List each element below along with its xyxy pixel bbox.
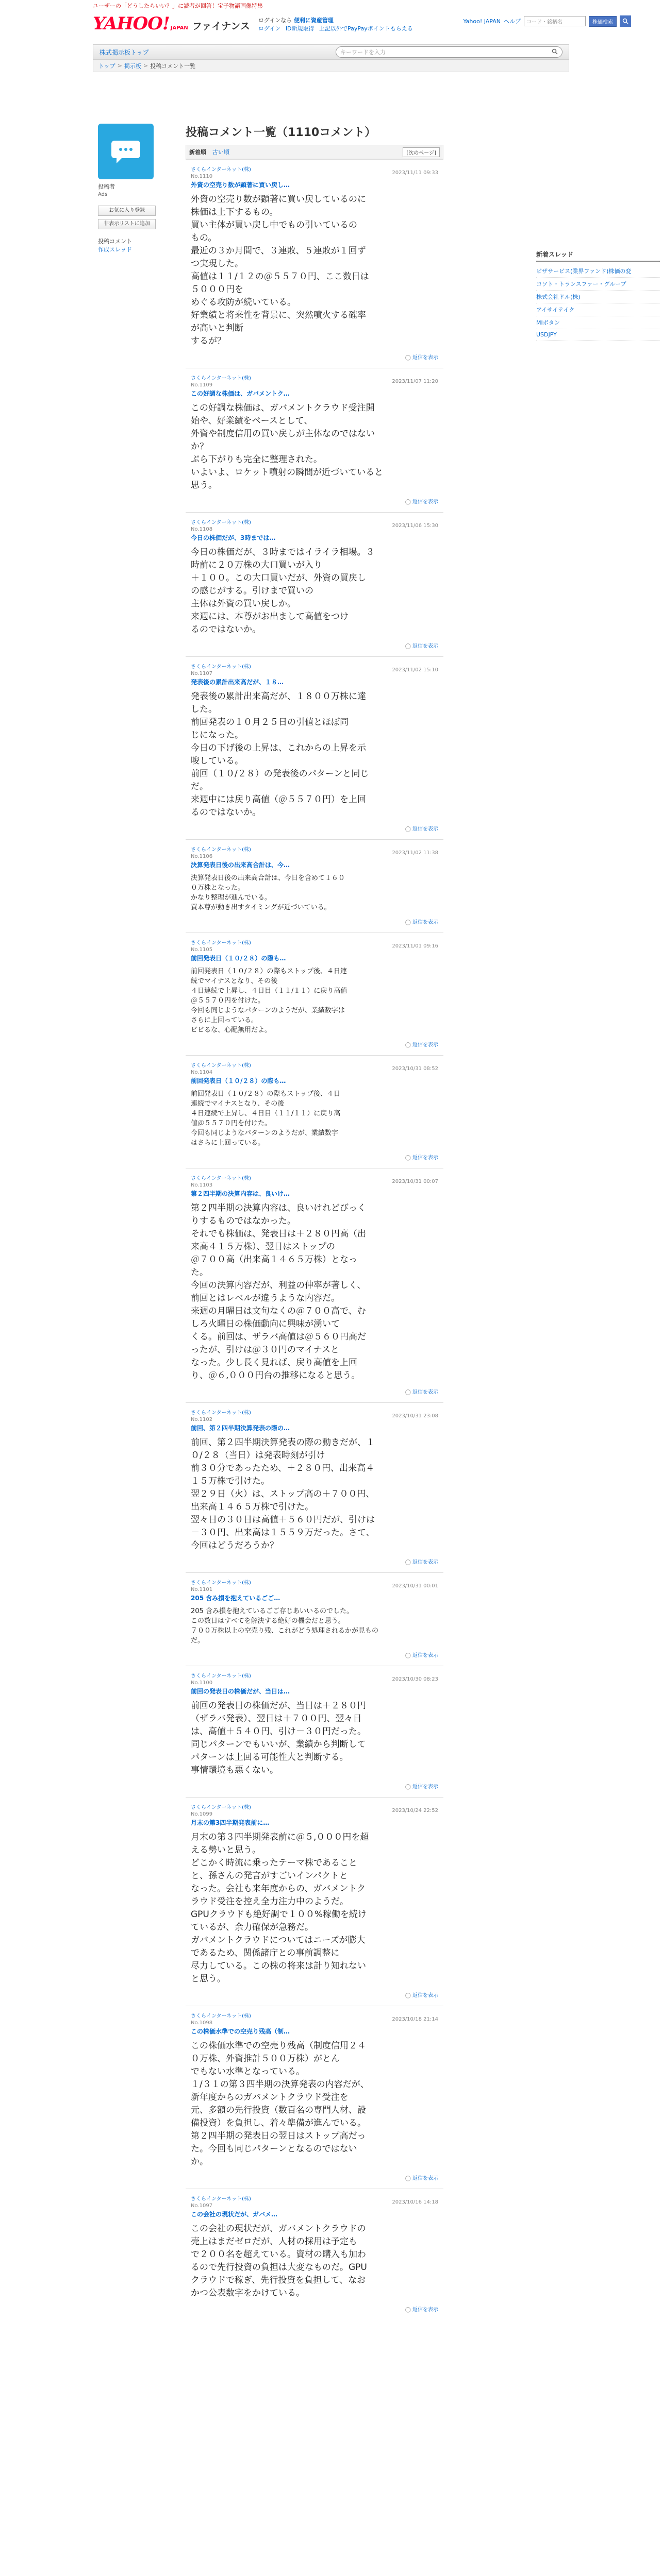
post-author[interactable]: さくらインターネット(株)	[191, 1410, 251, 1416]
post-body: 決算発表日後の出来高合計は、今日を含めて１６０ ０万株となった。 かなり整理が進んでいる。 買本尊が動き出すタイミングが近づいている。	[191, 874, 345, 911]
post-author[interactable]: さくらインターネット(株)	[191, 664, 251, 670]
register-link[interactable]: ID新規取得	[285, 25, 315, 32]
show-replies-link[interactable]: 返信を表示	[412, 1993, 438, 1998]
tab-newest[interactable]: 新着順	[189, 149, 206, 156]
post-title[interactable]: この株価水準での空売り残高（制…	[191, 2028, 290, 2035]
post-number: No.1107	[191, 671, 213, 676]
comment-post	[186, 2189, 443, 2320]
stock-search-input[interactable]: コード・銘柄名	[524, 16, 586, 26]
yahoo-finance-logo[interactable]	[93, 13, 250, 34]
post-title[interactable]: 外資の空売り数が顕著に買い戻し…	[191, 181, 290, 189]
post-author[interactable]: さくらインターネット(株)	[191, 1673, 251, 1679]
post-body: この好調な株価は、ガバメントクラウド受注開 始や、好業績をベースとして、 外資や制度信用の買い戻しが主体なのではない か？ ぶら下がりも完全に整理された。 いよいよ、ロケット噴射の瞬間が近づいていると 思う。	[191, 403, 384, 490]
block-button[interactable]: 非表示リストに追加	[98, 219, 156, 229]
post-title[interactable]: 第２四半期の決算内容は、良いけ…	[191, 1190, 290, 1197]
post-footer	[191, 1991, 438, 2002]
show-replies-link[interactable]: 返信を表示	[412, 643, 438, 649]
show-replies-link[interactable]: 返信を表示	[412, 1042, 438, 1048]
post-number: No.1098	[191, 2020, 213, 2026]
post-title[interactable]: 前回発表日（１０/２８）の際も…	[191, 955, 286, 962]
comment-post	[186, 1666, 443, 1797]
new-threads-panel	[536, 250, 660, 341]
follow-button[interactable]: お気に入り登録	[98, 206, 156, 216]
user-sub: Ads	[98, 192, 108, 197]
post-footer	[191, 1557, 438, 1568]
top-notice[interactable]	[0, 0, 662, 11]
post-title[interactable]: 前回発表日（１０/２８）の際も…	[191, 1077, 286, 1084]
info-comments-label: 投稿コメント	[98, 238, 132, 245]
post-body: この株価水準での空売り残高（制度信用２４ ０万株、外資推計５００万株）がとん でもない水準となっている。 １/３１の第３四半期の決算発表の内容だが、 新年度からのガバメントクラウド受注を 元、多額の先行投資（数百名の専門人材、設 備投資）を負担し、着々準備が進んでいる。 第２四半期の発表日の翌日はストップ高だっ た。今回も同じパターンとなるのではない か。	[191, 2041, 369, 2167]
show-replies-link[interactable]: 返信を表示	[412, 1389, 438, 1395]
post-number: No.1104	[191, 1070, 213, 1075]
user-sidebar	[93, 124, 160, 254]
show-replies-link[interactable]: 返信を表示	[412, 826, 438, 832]
post-title[interactable]: この好調な株価は、ガバメントク…	[191, 390, 290, 397]
reply-icon: ◯	[405, 643, 411, 649]
post-body: この会社の現状だが、ガバメントクラウドの 売上はまだゼロだが、人材の採用は予定も で２００名を超えている。資材の購入も加わ るので先行投資の負担は大変なものだ。GPU クラウドで稼ぎ、先行投資を負担して、なお かつ公表数字をかけている。	[191, 2224, 367, 2298]
show-replies-link[interactable]: 返信を表示	[412, 920, 438, 925]
post-title[interactable]: 前回、第２四半期決算発表の際の…	[191, 1425, 290, 1432]
page-title: 投稿コメント一覧（1110コメント）	[186, 126, 376, 139]
logo-yahoo: YAHOO!	[93, 13, 170, 34]
search-icon[interactable]	[620, 15, 631, 27]
header-tools	[463, 15, 631, 27]
board-search-placeholder: キーワードを入力	[340, 49, 386, 56]
post-title[interactable]: 発表後の累計出来高だが、１８…	[191, 679, 284, 686]
post-footer	[191, 2305, 438, 2316]
reply-icon: ◯	[405, 1653, 411, 1658]
reply-icon: ◯	[405, 1560, 411, 1565]
post-date: 2023/10/31 08:52	[392, 1066, 438, 1072]
breadcrumb-current: 投稿コメント一覧	[150, 62, 196, 70]
reply-icon: ◯	[405, 1993, 411, 1998]
show-replies-link[interactable]: 返信を表示	[412, 1560, 438, 1565]
paypay-link[interactable]: 上記以外でPayPayポイントもらえる	[319, 25, 413, 32]
post-author[interactable]: さくらインターネット(株)	[191, 1176, 251, 1181]
post-number: No.1103	[191, 1182, 213, 1188]
show-replies-link[interactable]: 返信を表示	[412, 1784, 438, 1790]
post-number: No.1109	[191, 382, 213, 388]
thread-link[interactable]: USDJPY	[536, 329, 660, 341]
post-number: No.1097	[191, 2203, 213, 2209]
show-replies-link[interactable]: 返信を表示	[412, 1653, 438, 1658]
show-replies-link[interactable]: 返信を表示	[412, 355, 438, 361]
post-date: 2023/10/24 22:52	[392, 1808, 438, 1814]
post-footer	[191, 824, 438, 835]
post-title[interactable]: 月末の第3四半期発表前に…	[191, 1819, 270, 1826]
yahoo-japan-link[interactable]: Yahoo! JAPAN	[463, 18, 501, 25]
show-replies-link[interactable]: 返信を表示	[412, 499, 438, 505]
avatar	[98, 124, 154, 179]
post-author[interactable]: さくらインターネット(株)	[191, 940, 251, 946]
reply-icon: ◯	[405, 1155, 411, 1161]
comment-post	[186, 1055, 443, 1168]
promo-highlight: 便利に資産管理	[293, 17, 334, 24]
post-author[interactable]: さくらインターネット(株)	[191, 2013, 251, 2019]
board-search-input[interactable]	[336, 46, 562, 58]
site-header	[0, 11, 662, 44]
comment-post	[186, 512, 443, 656]
post-date: 2023/11/11 09:33	[392, 170, 438, 176]
comment-post	[186, 1797, 443, 2006]
user-name: 投稿者	[98, 183, 115, 190]
post-author[interactable]: さくらインターネット(株)	[191, 376, 251, 381]
post-date: 2023/11/07 11:20	[392, 379, 438, 384]
post-title[interactable]: 決算発表日後の出来高合計は、今…	[191, 861, 290, 869]
stock-search-button[interactable]: 株価検索	[589, 16, 617, 27]
show-replies-link[interactable]: 返信を表示	[412, 2176, 438, 2181]
top-notice-text[interactable]: ユーザーの「どうしたらいい？」に読者が回答！宝子物語画像特集	[93, 3, 263, 9]
post-footer	[191, 1040, 438, 1051]
post-author[interactable]: さくらインターネット(株)	[191, 167, 251, 173]
reply-icon: ◯	[405, 2307, 411, 2313]
login-link[interactable]: ログイン	[258, 25, 281, 32]
reply-icon: ◯	[405, 1784, 411, 1790]
reply-icon: ◯	[405, 826, 411, 832]
chat-bubble-icon	[110, 139, 141, 164]
post-number: No.1099	[191, 1811, 213, 1817]
reply-icon: ◯	[405, 1042, 411, 1048]
post-number: No.1106	[191, 854, 213, 859]
reply-icon: ◯	[405, 920, 411, 925]
post-body: 前回発表日（１０/２８）の際もストップ後、４日 連続でマイナスとなり、その後 ４日連続で上昇し、４日目（１１/１１）に戻り高 値＠５５７０円を付けた。 今回も同じようなパターンのようだが、業績数字 はさらに上回っている。	[191, 1090, 341, 1147]
search-icon[interactable]	[552, 48, 558, 56]
show-replies-link[interactable]: 返信を表示	[412, 1155, 438, 1161]
post-date: 2023/11/01 09:16	[392, 943, 438, 949]
comment-post	[186, 159, 443, 368]
post-footer	[191, 497, 438, 508]
post-author[interactable]: さくらインターネット(株)	[191, 1805, 251, 1810]
post-author[interactable]: さくらインターネット(株)	[191, 1580, 251, 1586]
post-footer	[191, 1153, 438, 1164]
post-date: 2023/10/30 08:23	[392, 1676, 438, 1682]
comment-post	[186, 1168, 443, 1402]
post-body: 今日の株価だが、３時まではイライラ相場。３ 時前に２０万株の大口買いが入り ＋１００。この大口買いだが、外資の買戻し の感じがする。引けまで買いの 主体は外資の買い戻しか。 来週には、本尊がお出まして高値をつけ るのではないか。	[191, 547, 375, 635]
post-number: No.1105	[191, 947, 213, 953]
post-author[interactable]: さくらインターネット(株)	[191, 2196, 251, 2202]
breadcrumb-board[interactable]: 掲示板	[124, 62, 141, 70]
help-link[interactable]: ヘルプ	[504, 18, 521, 25]
post-date: 2023/10/18 21:14	[392, 2016, 438, 2022]
post-title[interactable]: 205 含み損を抱えているごご…	[191, 1595, 280, 1602]
promo-text: ログインなら	[258, 17, 294, 24]
logo-japan: JAPAN	[170, 25, 188, 31]
thread-link[interactable]: 株式会社ドル(株)	[536, 291, 660, 303]
post-date: 2023/11/06 15:30	[392, 523, 438, 529]
reply-icon: ◯	[405, 1389, 411, 1395]
posts-container	[186, 159, 443, 2320]
post-body: 前回、第２四半期決算発表の際の動きだが、１ ０/２８（当日）は発表時刻が引け 前３０分であったため、＋２８０円、出来高４ １５万株で引けた。 翌２９日（火）は、ストップ高の＋７００円、 出来高１４６５万株で引けた。 翌々日の３０日は高値＋５６０円だが、引けは －３０円、出来高は１５５９万だった。さて、 今回はどうだろうか？	[191, 1437, 375, 1551]
comment-post	[186, 933, 443, 1055]
login-promo	[258, 13, 416, 33]
post-body: 外資の空売り数が顕著に買い戻しているのに 株価は上下するもの。 買い主体が買い戻し中でもの引いているの もの。 最近の３か月間で、３連敗、５連敗が１回ず つ実現した。 高値は１１/１２の＠５５７０円、ここ数日は ５０００円を めぐる攻防が続いている。 好業績と将来性を背景に、突然噴火する確率 が高いと判断 するが？	[191, 194, 369, 346]
next-page-label: 次のページ	[408, 150, 435, 156]
post-title[interactable]: 前回の発表日の株価だが、当日は…	[191, 1688, 290, 1695]
comment-post	[186, 656, 443, 839]
post-date: 2023/10/31 00:07	[392, 1179, 438, 1184]
post-footer	[191, 1782, 438, 1793]
board-home-link[interactable]: 株式掲示板トップ	[100, 48, 149, 56]
post-footer	[191, 353, 438, 364]
post-body: 前回の発表日の株価だが、当日は＋２８０円 （ザラバ発表）、翌日は＋７００円、翌々日 は、高値＋５４０円、引け－３０円だった。 同じパターンでもいいが、業績から判断して パターンは上回る可能性大と判断する。 事情環境も悪くない。	[191, 1701, 366, 1775]
post-date: 2023/10/31 23:08	[392, 1413, 438, 1419]
post-date: 2023/11/02 11:38	[392, 850, 438, 856]
user-info	[98, 238, 155, 254]
next-page-button[interactable]: [次のページ]	[403, 147, 440, 157]
post-footer	[191, 641, 438, 652]
post-body: 前回発表日（１０/２８）の際もストップ後、４日連 続でマイナスとなり、その後 ４日連続で上昇し、４日目（１１/１１）に戻り高値 ＠５５７０円を付けた。 今回も同じようなパターンのようだが、業績数字は さらに上回っている。 ビビるな、心配無用だよ。	[191, 968, 347, 1034]
post-footer	[191, 1651, 438, 1662]
post-number: No.1102	[191, 1417, 213, 1422]
post-author[interactable]: さくらインターネット(株)	[191, 1063, 251, 1069]
board-navbar	[93, 44, 569, 60]
post-title[interactable]: 今日の株価だが、3時までは…	[191, 534, 276, 541]
reply-icon: ◯	[405, 499, 411, 505]
breadcrumb: トップ > 掲示板 > 投稿コメント一覧	[93, 60, 569, 72]
post-body: 205 含み損を抱えているごご存じあいいるのでした。 この数日はすべてを解決する絶好の機会だと思う。 ７００万株以上の空売り残、これがどう処理されるかが見もの だ。	[191, 1607, 379, 1645]
promo-row2	[258, 25, 416, 33]
show-replies-link[interactable]: 返信を表示	[412, 2307, 438, 2313]
post-title[interactable]: この会社の現状だが、ガバメ…	[191, 2211, 278, 2218]
promo-row1	[258, 16, 416, 25]
post-author[interactable]: さくらインターネット(株)	[191, 847, 251, 853]
thread-link[interactable]: コソト・トランスファー・グループ	[536, 278, 660, 291]
post-number: No.1101	[191, 1587, 213, 1592]
post-date: 2023/10/16 14:18	[392, 2199, 438, 2205]
created-threads-link[interactable]: 作成スレッド	[98, 246, 132, 253]
reply-icon: ◯	[405, 355, 411, 361]
post-body: 発表後の累計出来高だが、１８００万株に達 した。 前回発表の１０月２５日の引値とほぼ同 じになった。 今日の下げ後の上昇は、これからの上昇を示 唆している。 前回（１０/２８）の発表後のパターンと同じ だ。 来週中には戻り高値（＠５５７０円）を上回 るのではないか。	[191, 691, 369, 818]
comment-post	[186, 2006, 443, 2189]
post-body: 月末の第３四半期発表前に＠５,０００円を超 える勢いと思う。 どこかく時流に乗ったテーマ株であること と、孫さんの発言がすごいインパクトと なった。会社も来年度からの、ガバメントク ラウド受注を控え全力注力中のようだ。 GPUクラウドも絶好調で１００%稼働を続け ているが、余力確保が急務だ。 ガバメントクラウドについてはニーズが膨大 であるため、関係諸庁との事前調整に 尽力している。この株の将来は計り知れない と思う。	[191, 1832, 369, 1984]
comment-list	[186, 124, 443, 2320]
comment-post	[186, 839, 443, 933]
comment-post	[186, 1402, 443, 1572]
tab-oldest[interactable]: 古い順	[212, 149, 229, 156]
post-footer	[191, 1387, 438, 1398]
thread-link[interactable]: MIボタン	[536, 316, 660, 329]
post-number: No.1110	[191, 174, 213, 179]
new-threads-title: 新着スレッド	[536, 250, 660, 262]
post-number: No.1108	[191, 527, 213, 532]
breadcrumb-top[interactable]: トップ	[98, 62, 115, 70]
post-author[interactable]: さくらインターネット(株)	[191, 520, 251, 526]
comment-post	[186, 368, 443, 512]
post-footer	[191, 918, 438, 928]
post-body: 第２四半期の決算内容は、良いけれどびっく りするものではなかった。 それでも株価は、発表日は＋２８０円高（出 来高４１５万株）、翌日はストップの ＠７００高（出来高１４６５万株）となっ た。 今回の決算内容だが、利益の伸率が著しく、 前回とはレベルが違うような内容だ。 来週の月曜日は文句なくの＠７００高で、む しろ火曜日の株価動向に興味が湧いて くる。前回は、ザラバ高値は＠５６０円高だ ったが、引けは＠３０円のマイナスと なった。少し長く見れば、戻り高値を上回 り、＠６,０００円台の推移になると思う。	[191, 1203, 366, 1381]
logo-finance: ファイナンス	[192, 21, 250, 32]
thread-link[interactable]: ビザサービス(業界ファンド)株価の変	[536, 265, 660, 278]
post-date: 2023/10/31 00:01	[392, 1583, 438, 1589]
sort-tabs	[186, 145, 443, 159]
reply-icon: ◯	[405, 2176, 411, 2181]
post-number: No.1100	[191, 1680, 213, 1686]
post-footer	[191, 2174, 438, 2184]
thread-link[interactable]: アイサイテイク	[536, 303, 660, 316]
post-date: 2023/11/02 15:10	[392, 667, 438, 673]
comment-post	[186, 1572, 443, 1666]
